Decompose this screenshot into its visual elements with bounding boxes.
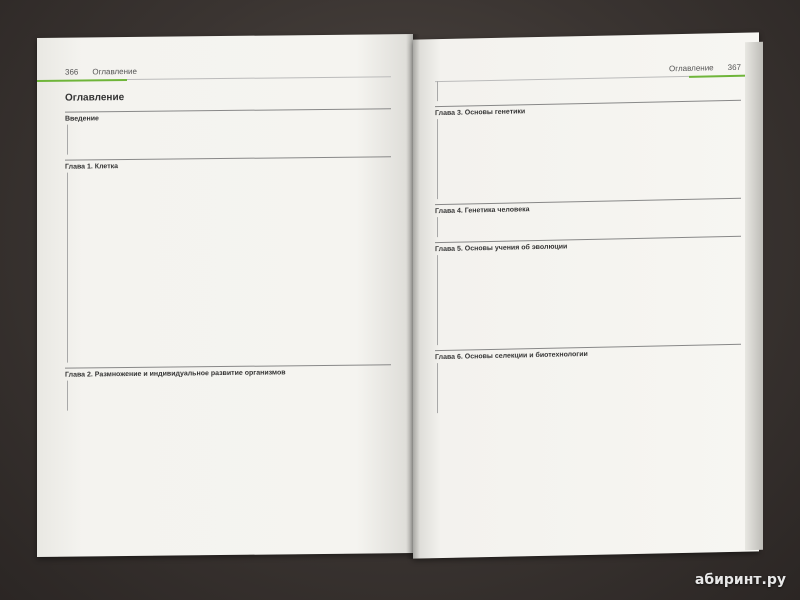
toc-rows <box>437 113 741 199</box>
toc-chapter <box>65 364 391 410</box>
right-toc <box>435 75 741 413</box>
chapter-heading: Глава 6. Основы селекции и биотехнологии <box>435 344 741 361</box>
chapter-heading: Глава 4. Генетика человека <box>435 198 741 215</box>
book-gutter <box>406 34 420 559</box>
toc-chapter <box>65 108 391 154</box>
left-sections <box>65 108 391 410</box>
toc-chapter <box>435 75 741 101</box>
left-header-rule <box>127 76 391 80</box>
toc-rows <box>437 249 741 345</box>
left-toc <box>65 89 391 410</box>
toc-rows <box>67 377 391 410</box>
toc-rows <box>437 211 741 237</box>
chapter-heading: Глава 5. Основы учения об эволюции <box>435 236 741 253</box>
toc-rows <box>67 121 391 154</box>
toc-chapter <box>65 156 391 362</box>
toc-rows <box>437 357 741 413</box>
toc-chapter <box>435 198 741 237</box>
chapter-heading: Глава 1. Клетка <box>65 156 391 170</box>
left-page <box>37 34 413 557</box>
right-running-head <box>669 63 741 74</box>
chapter-heading: Глава 3. Основы генетики <box>435 100 741 117</box>
watermark: абиринт.ру <box>694 572 786 588</box>
left-running-head <box>65 67 137 77</box>
right-sections <box>435 75 741 413</box>
left-header-accent <box>37 79 127 82</box>
chapter-heading: Глава 2. Размножение и индивидуальное развитие организмов <box>65 364 391 378</box>
toc-chapter <box>435 344 741 413</box>
left-running-title: Оглавление <box>92 66 137 77</box>
toc-rows <box>67 169 391 362</box>
toc-title: Оглавление <box>65 92 125 104</box>
right-running-title: Оглавление <box>669 63 714 74</box>
right-page <box>413 32 759 558</box>
chapter-heading: Введение <box>65 108 391 122</box>
left-page-number: 366 <box>65 67 79 77</box>
toc-rows <box>437 75 741 101</box>
right-page-number: 367 <box>727 62 741 73</box>
page-block-edge <box>745 42 763 550</box>
toc-chapter <box>435 100 741 199</box>
toc-chapter <box>435 236 741 345</box>
